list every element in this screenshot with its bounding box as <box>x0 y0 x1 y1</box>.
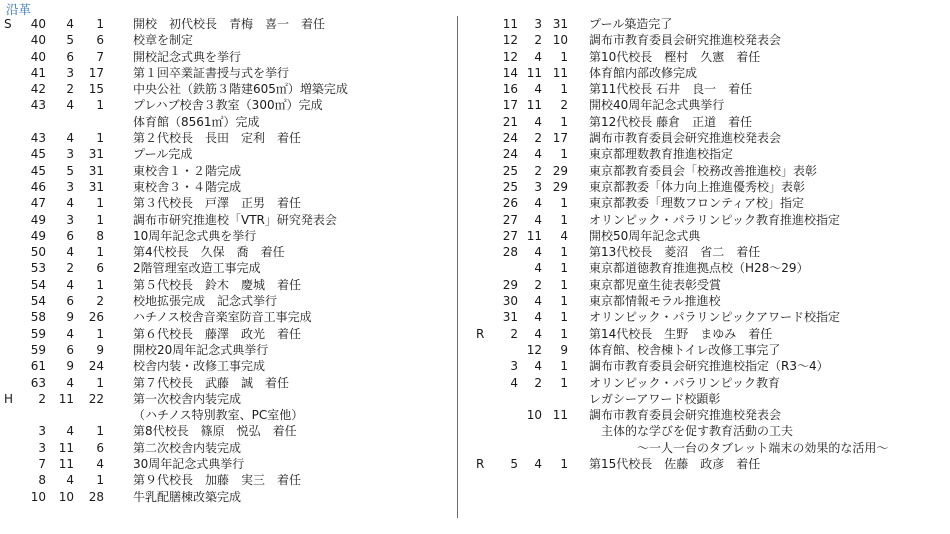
month-value: 4 <box>534 245 542 260</box>
event-text: 東校舎１・２階完成 <box>133 163 242 178</box>
day-value: 10 <box>552 33 568 48</box>
day-value: 11 <box>552 408 568 423</box>
year-value: 49 <box>30 212 46 227</box>
day-value: 24 <box>88 359 104 374</box>
month-value: 9 <box>66 310 74 325</box>
history-entry <box>476 456 946 472</box>
year-value: 30 <box>502 294 518 309</box>
history-entry <box>0 391 455 407</box>
month-value: 4 <box>534 261 542 276</box>
year-value: 25 <box>502 179 518 194</box>
event-text: 牛乳配膳棟改築完成 <box>133 489 242 504</box>
history-entry <box>0 489 455 505</box>
day-value: 9 <box>560 342 568 357</box>
history-entry <box>476 130 946 146</box>
day-value: 1 <box>96 473 104 488</box>
history-column-right <box>476 16 946 472</box>
event-text: 第二次校舎内装完成 <box>133 440 242 455</box>
year-value: 49 <box>30 228 46 243</box>
month-value: 4 <box>534 114 542 129</box>
event-text: 第10代校長 樫村 久憲 着任 <box>589 49 761 64</box>
month-value: 2 <box>534 375 542 390</box>
event-text: 東京都児童生徒表彰受賞 <box>589 277 722 292</box>
history-entry <box>476 407 946 423</box>
event-text: 第一次校舎内装完成 <box>133 391 242 406</box>
event-text: 調布市教育委員会研究推進校発表会 <box>589 408 782 423</box>
month-value: 11 <box>526 98 542 113</box>
year-value: 40 <box>30 49 46 64</box>
month-value: 4 <box>66 375 74 390</box>
month-value: 4 <box>534 82 542 97</box>
day-value: 8 <box>96 228 104 243</box>
event-text: 調布市教育委員会研究推進校発表会 <box>589 131 782 146</box>
event-text: 調布市教育委員会研究推進校指定（R3～4） <box>589 359 829 374</box>
history-entry <box>476 391 946 407</box>
event-text: 第１回卒業証書授与式を挙行 <box>133 65 290 80</box>
day-value: 1 <box>96 98 104 113</box>
year-value: 46 <box>30 179 46 194</box>
year-value: 63 <box>30 375 46 390</box>
month-value: 4 <box>534 326 542 341</box>
history-entry <box>476 16 946 32</box>
history-entry <box>476 228 946 244</box>
day-value: 1 <box>560 294 568 309</box>
month-value: 4 <box>534 359 542 374</box>
event-text: 開校50周年記念式典 <box>589 228 701 243</box>
month-value: 4 <box>66 98 74 113</box>
day-value: 31 <box>88 147 104 162</box>
year-value: 16 <box>502 82 518 97</box>
month-value: 3 <box>66 179 74 194</box>
month-value: 4 <box>66 196 74 211</box>
year-value: 29 <box>502 277 518 292</box>
month-value: 4 <box>534 49 542 64</box>
event-text: 東京都情報モラル推進校 <box>589 294 721 309</box>
year-value: 17 <box>502 98 518 113</box>
history-entry <box>476 49 946 65</box>
year-value: 53 <box>30 261 46 276</box>
month-value: 4 <box>534 196 542 211</box>
event-text: 第14代校長 生野 まゆみ 着任 <box>589 326 773 341</box>
month-value: 9 <box>66 359 74 374</box>
history-entry <box>0 472 455 488</box>
month-value: 10 <box>526 408 542 423</box>
month-value: 2 <box>534 33 542 48</box>
era-label: R <box>476 326 485 341</box>
history-entry <box>476 277 946 293</box>
history-entry <box>476 326 946 342</box>
month-value: 10 <box>58 489 74 504</box>
year-value: 40 <box>30 17 46 31</box>
year-value: 43 <box>30 98 46 113</box>
history-entry <box>476 358 946 374</box>
history-entry <box>476 146 946 162</box>
year-value: 25 <box>502 163 518 178</box>
day-value: 1 <box>560 49 568 64</box>
year-value: 31 <box>502 310 518 325</box>
day-value: 1 <box>96 326 104 341</box>
year-value: 3 <box>510 359 518 374</box>
history-entry <box>0 293 455 309</box>
year-value: 3 <box>38 440 46 455</box>
month-value: 4 <box>66 17 74 31</box>
day-value: 2 <box>96 294 104 309</box>
history-entry <box>0 407 455 423</box>
day-value: 31 <box>88 179 104 194</box>
year-value: 58 <box>30 310 46 325</box>
history-entry <box>0 456 455 472</box>
history-entry <box>476 212 946 228</box>
history-entry <box>476 114 946 130</box>
month-value: 2 <box>66 82 74 97</box>
history-entry <box>0 375 455 391</box>
day-value: 1 <box>96 131 104 146</box>
event-text: 第３代校長 戸澤 正男 着任 <box>133 196 302 211</box>
event-text: 校舎内装・改修工事完成 <box>133 359 266 374</box>
era-label: S <box>4 17 12 31</box>
day-value: 6 <box>96 440 104 455</box>
month-value: 4 <box>66 326 74 341</box>
event-text: オリンピック・パラリンピック教育推進校指定 <box>589 212 841 227</box>
event-text: 第５代校長 鈴木 慶城 着任 <box>133 277 302 292</box>
month-value: 11 <box>58 457 74 472</box>
history-entry <box>476 375 946 391</box>
history-entry <box>476 81 946 97</box>
day-value: 29 <box>552 179 568 194</box>
day-value: 1 <box>96 196 104 211</box>
month-value: 11 <box>58 391 74 406</box>
year-value: 21 <box>502 114 518 129</box>
event-text: オリンピック・パラリンピックアワード校指定 <box>589 310 841 325</box>
year-value: 54 <box>30 277 46 292</box>
year-value: 24 <box>502 147 518 162</box>
event-text: 第8代校長 篠原 悦弘 着任 <box>133 424 297 439</box>
event-text: 第６代校長 藤澤 政光 着任 <box>133 326 302 341</box>
day-value: 1 <box>96 212 104 227</box>
day-value: 1 <box>560 196 568 211</box>
year-value: 4 <box>510 375 518 390</box>
month-value: 6 <box>66 294 74 309</box>
history-entry <box>476 195 946 211</box>
event-text: 東京都理数教育推進校指定 <box>589 147 734 162</box>
year-value: 10 <box>30 489 46 504</box>
history-entry <box>0 358 455 374</box>
event-text: 開校 初代校長 青梅 喜一 着任 <box>133 17 326 31</box>
event-text: 第11代校長 石井 良一 着任 <box>589 82 753 97</box>
history-entry <box>476 309 946 325</box>
event-text: 第13代校長 菱沼 省二 着任 <box>589 245 761 260</box>
month-value: 4 <box>534 457 542 472</box>
history-entry <box>476 423 946 439</box>
history-entry <box>0 309 455 325</box>
day-value: 1 <box>96 277 104 292</box>
month-value: 5 <box>66 163 74 178</box>
day-value: 1 <box>96 375 104 390</box>
day-value: 1 <box>560 457 568 472</box>
day-value: 9 <box>96 342 104 357</box>
event-text: 体育館（8561㎡）完成 <box>133 114 260 129</box>
month-value: 2 <box>534 277 542 292</box>
event-text: 体育館、校舎棟トイレ改修工事完了 <box>589 342 781 357</box>
day-value: 15 <box>88 82 104 97</box>
event-text: 東京都教育委員会「校務改善推進校」表彰 <box>589 163 818 178</box>
history-entry <box>0 81 455 97</box>
event-text: 調布市教育委員会研究推進校発表会 <box>589 33 782 48</box>
history-entry <box>0 65 455 81</box>
day-value: 31 <box>88 163 104 178</box>
event-text: 第15代校長 佐藤 政彦 着任 <box>589 457 761 472</box>
month-value: 11 <box>526 228 542 243</box>
day-value: 1 <box>560 114 568 129</box>
day-value: 29 <box>552 163 568 178</box>
event-text: 開校40周年記念式典挙行 <box>589 98 725 113</box>
event-text: 第９代校長 加藤 実三 着任 <box>133 473 302 488</box>
month-value: 4 <box>66 131 74 146</box>
month-value: 3 <box>66 147 74 162</box>
history-entry <box>476 97 946 113</box>
history-entry <box>0 342 455 358</box>
history-entry <box>0 195 455 211</box>
month-value: 6 <box>66 49 74 64</box>
event-text: 東京都教委「理数フロンティア校」指定 <box>589 196 805 211</box>
month-value: 4 <box>534 147 542 162</box>
day-value: 31 <box>552 17 568 31</box>
page-title: 沿革 <box>6 2 32 17</box>
year-value: 3 <box>38 424 46 439</box>
month-value: 4 <box>66 424 74 439</box>
event-text: 主体的な学びを促す教育活動の工夫 <box>589 424 794 439</box>
day-value: 1 <box>560 147 568 162</box>
month-value: 4 <box>66 245 74 260</box>
year-value: 50 <box>30 245 46 260</box>
day-value: 1 <box>560 245 568 260</box>
year-value: 24 <box>502 131 518 146</box>
day-value: 17 <box>552 131 568 146</box>
day-value: 4 <box>560 228 568 243</box>
year-value: 47 <box>30 196 46 211</box>
history-column-left <box>0 16 455 505</box>
event-text: 校地拡張完成 記念式挙行 <box>133 294 278 309</box>
event-text: 東京都道徳教育推進拠点校（H28～29） <box>589 261 809 276</box>
year-value: 11 <box>502 17 518 31</box>
year-value: 27 <box>502 212 518 227</box>
event-text: 第７代校長 武藤 誠 着任 <box>133 375 290 390</box>
year-value: 45 <box>30 163 46 178</box>
event-text: 中央公社（鉄筋３階建605㎡）増築完成 <box>133 82 348 97</box>
month-value: 4 <box>66 277 74 292</box>
event-text: 東京都教委「体力向上推進優秀校」表彰 <box>589 179 806 194</box>
event-text: 10周年記念式典を挙行 <box>133 228 257 243</box>
column-divider <box>457 16 458 518</box>
year-value: 5 <box>510 457 518 472</box>
history-entry <box>0 326 455 342</box>
year-value: 43 <box>30 131 46 146</box>
history-entry <box>0 244 455 260</box>
year-value: 26 <box>502 196 518 211</box>
day-value: 1 <box>560 82 568 97</box>
day-value: 28 <box>88 489 104 504</box>
history-entry <box>476 65 946 81</box>
day-value: 1 <box>96 17 104 31</box>
history-entry <box>476 342 946 358</box>
event-text: 体育館内部改修完成 <box>589 65 698 80</box>
history-entry <box>0 163 455 179</box>
event-text: レガシーアワード校顕彰 <box>589 391 721 406</box>
year-value: 27 <box>502 228 518 243</box>
event-text: 開校20周年記念式典挙行 <box>133 342 269 357</box>
event-text: プレハブ校舎３教室（300㎡）完成 <box>133 98 323 113</box>
event-text: プール完成 <box>133 147 193 162</box>
day-value: 6 <box>96 33 104 48</box>
day-value: 26 <box>88 310 104 325</box>
history-entry <box>0 146 455 162</box>
day-value: 7 <box>96 49 104 64</box>
day-value: 1 <box>560 212 568 227</box>
history-entry <box>0 228 455 244</box>
year-value: 59 <box>30 342 46 357</box>
event-text: 第２代校長 長田 定利 着任 <box>133 131 302 146</box>
history-entry <box>0 260 455 276</box>
history-entry <box>476 440 946 456</box>
year-value: 42 <box>30 82 46 97</box>
month-value: 2 <box>534 163 542 178</box>
day-value: 11 <box>552 65 568 80</box>
event-text: 調布市研究推進校「VTR」研究発表会 <box>133 212 337 227</box>
era-label: H <box>4 391 14 406</box>
event-text: （ハチノス特別教室、PC室他） <box>133 408 304 423</box>
year-value: 12 <box>502 49 518 64</box>
history-entry <box>0 440 455 456</box>
history-entry <box>0 423 455 439</box>
event-text: 第4代校長 久保 喬 着任 <box>133 245 285 260</box>
day-value: 6 <box>96 261 104 276</box>
event-text: ～一人一台のタブレット端末の効果的な活用～ <box>589 440 889 455</box>
history-entry <box>0 114 455 130</box>
month-value: 6 <box>66 228 74 243</box>
history-entry <box>0 16 455 32</box>
day-value: 1 <box>96 424 104 439</box>
day-value: 4 <box>96 457 104 472</box>
year-value: 59 <box>30 326 46 341</box>
year-value: 2 <box>510 326 518 341</box>
event-text: 校章を制定 <box>133 33 194 48</box>
event-text: 東校舎３・４階完成 <box>133 179 242 194</box>
year-value: 28 <box>502 245 518 260</box>
era-label: R <box>476 457 485 472</box>
month-value: 11 <box>58 440 74 455</box>
history-entry <box>0 179 455 195</box>
history-entry <box>476 32 946 48</box>
month-value: 4 <box>534 294 542 309</box>
month-value: 2 <box>534 131 542 146</box>
year-value: 14 <box>502 65 518 80</box>
year-value: 12 <box>502 33 518 48</box>
history-entry <box>476 260 946 276</box>
year-value: 40 <box>30 33 46 48</box>
day-value: 17 <box>88 65 104 80</box>
day-value: 1 <box>560 326 568 341</box>
month-value: 4 <box>66 473 74 488</box>
day-value: 1 <box>560 310 568 325</box>
month-value: 3 <box>66 212 74 227</box>
month-value: 4 <box>534 310 542 325</box>
year-value: 45 <box>30 147 46 162</box>
month-value: 5 <box>66 33 74 48</box>
history-entry <box>0 97 455 113</box>
event-text: 第12代校長 藤倉 正道 着任 <box>589 114 753 129</box>
year-value: 7 <box>38 457 46 472</box>
month-value: 2 <box>66 261 74 276</box>
history-entry <box>0 277 455 293</box>
month-value: 3 <box>534 179 542 194</box>
event-text: オリンピック・パラリンピック教育 <box>589 375 781 390</box>
day-value: 2 <box>560 98 568 113</box>
day-value: 22 <box>88 391 104 406</box>
day-value: 1 <box>560 359 568 374</box>
year-value: 8 <box>38 473 46 488</box>
year-value: 2 <box>38 391 46 406</box>
event-text: 30周年記念式典挙行 <box>133 457 245 472</box>
history-entry <box>476 179 946 195</box>
month-value: 3 <box>66 65 74 80</box>
event-text: ハチノス校舎音楽室防音工事完成 <box>133 310 312 325</box>
history-entry <box>0 212 455 228</box>
history-entry <box>0 49 455 65</box>
history-entry <box>476 244 946 260</box>
year-value: 54 <box>30 294 46 309</box>
month-value: 4 <box>534 212 542 227</box>
month-value: 12 <box>526 342 542 357</box>
month-value: 11 <box>526 65 542 80</box>
history-entry <box>0 130 455 146</box>
event-text: 2階管理室改造工事完成 <box>133 261 261 276</box>
day-value: 1 <box>96 245 104 260</box>
month-value: 6 <box>66 342 74 357</box>
history-entry <box>476 293 946 309</box>
history-entry <box>0 32 455 48</box>
history-entry <box>476 163 946 179</box>
day-value: 1 <box>560 277 568 292</box>
year-value: 41 <box>30 65 46 80</box>
day-value: 1 <box>560 261 568 276</box>
event-text: 開校記念式典を挙行 <box>133 49 242 64</box>
event-text: プール築造完了 <box>589 17 673 31</box>
month-value: 3 <box>534 17 542 31</box>
day-value: 1 <box>560 375 568 390</box>
year-value: 61 <box>30 359 46 374</box>
